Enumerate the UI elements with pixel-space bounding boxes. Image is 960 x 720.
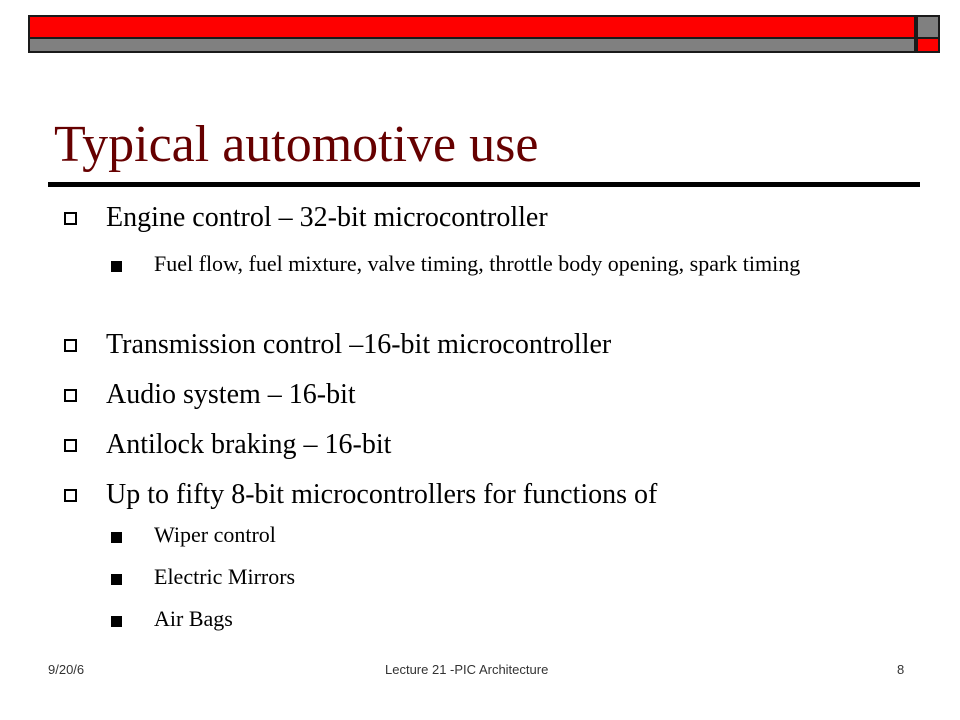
filled-square-bullet-icon: [111, 616, 122, 627]
sub-bullet-text: Air Bags: [154, 606, 233, 631]
bullet-text: Antilock braking – 16-bit: [106, 429, 392, 460]
bullet-text: Engine control – 32-bit microcontroller: [106, 202, 548, 233]
footer-date: 9/20/6: [48, 662, 85, 677]
header-bar-red: [28, 15, 916, 39]
hollow-square-bullet-icon: [64, 389, 77, 402]
slide-number: 8: [897, 662, 905, 677]
filled-square-bullet-icon: [111, 532, 122, 543]
hollow-square-bullet-icon: [64, 439, 77, 452]
filled-square-bullet-icon: [111, 261, 122, 272]
sub-bullet-text: Wiper control: [154, 522, 276, 547]
bullet-text: Transmission control –16-bit microcontroller: [106, 329, 612, 360]
sub-bullet-text: Electric Mirrors: [154, 564, 296, 589]
header-square-red: [916, 39, 940, 53]
bullet-text: Audio system – 16-bit: [106, 379, 356, 410]
title-underline: [48, 182, 920, 187]
hollow-square-bullet-icon: [64, 339, 77, 352]
hollow-square-bullet-icon: [64, 212, 77, 225]
header-bar-gray: [28, 39, 916, 53]
sub-bullet-text: Fuel flow, fuel mixture, valve timing, throttle body opening, spark timing: [154, 251, 801, 276]
bullet-text: Up to fifty 8-bit microcontrollers for functions of: [106, 479, 658, 510]
filled-square-bullet-icon: [111, 574, 122, 585]
hollow-square-bullet-icon: [64, 489, 77, 502]
slide-title: Typical automotive use: [54, 116, 539, 173]
footer-title: Lecture 21 -PIC Architecture: [385, 662, 549, 677]
header-square-gray: [916, 15, 940, 39]
